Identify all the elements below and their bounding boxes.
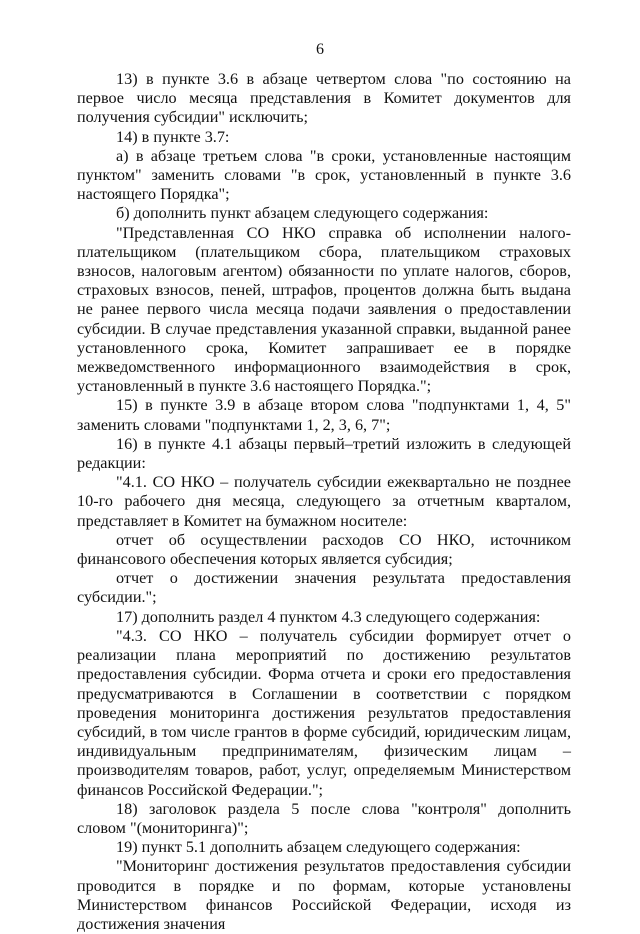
- paragraph-item-19: 19) пункт 5.1 дополнить абзацем следующего содержания:: [116, 838, 521, 857]
- paragraph-item-14a: а) в абзаце третьем слова "в сроки, установленные настоящим пунктом" заменить словами "в срок, установленный в пункте 3.6 настоящего Порядка";: [77, 146, 571, 204]
- paragraph-item-13: 13) в пункте 3.6 в абзаце четвертом слова "по состоянию на первое число месяца представления в Комитет документов для получения субсидии" исключить;: [77, 70, 571, 127]
- paragraph-item-17: 17) дополнить раздел 4 пунктом 4.3 следующего содержания:: [116, 607, 541, 626]
- paragraph-quoted-4-1: "4.1. СО НКО – получатель субсидии ежеквартально не позднее 10-го рабочего дня месяца, следующего за отчетным кварталом, представляет в Комитет на бумажном носителе:: [77, 473, 571, 530]
- paragraph-item-14b: б) дополнить пункт абзацем следующего содержания:: [116, 204, 489, 223]
- paragraph-item-18: 18) заголовок раздела 5 после слова "контроля" дополнить словом "(мониторинга)";: [77, 799, 571, 837]
- paragraph-item-15: 15) в пункте 3.9 в абзаце втором слова "подпунктами 1, 4, 5" заменить словами "подпунктами 1, 2, 3, 6, 7";: [77, 396, 571, 434]
- paragraph-item-14: 14) в пункте 3.7:: [116, 127, 230, 146]
- document-body: [77, 70, 571, 934]
- page-number: 6: [316, 41, 324, 58]
- paragraph-report-expenses: отчет об осуществлении расходов СО НКО, источником финансового обеспечения которых является субсидия;: [77, 530, 571, 569]
- paragraph-quoted-4-3: "4.3. СО НКО – получатель субсидии формирует отчет о реализации плана мероприятий по достижению результатов предоставления субсидии. Форма отчета и сроки его предоставления предусматриваются в Соглашении в соответствии с порядком проведения мониторинга достижения результатов предоставления субсидий, в том числе грантов в форме субсидий, юридическим лицам, индивидуальным предпринимателям, физическим лицам – производителям товаров, работ, услуг, определяемым Министерством финансов Российской Федерации.";: [77, 626, 571, 799]
- paragraph-quoted-certificate: "Представленная СО НКО справка об исполнении налого-плательщиком (плательщиком сбора, плательщиком страховых взносов, налоговым агентом) обязанности по уплате налогов, сборов, страховых взносов, пеней, штрафов, процентов должна быть выдана не ранее первого числа месяца подачи заявления о предоставлении субсидии. В случае представления указанной справки, выданной ранее установленного срока, Комитет запрашивает ее в порядке межведомственного информационного взаимодействия в срок, установленный в пункте 3.6 настоящего Порядка.";: [77, 223, 571, 396]
- paragraph-report-result: отчет о достижении значения результата предоставления субсидии.";: [77, 569, 571, 607]
- paragraph-item-16: 16) в пункте 4.1 абзацы первый–третий изложить в следующей редакции:: [77, 434, 571, 473]
- paragraph-quoted-monitoring: "Мониторинг достижения результатов предоставления субсидии проводится в порядке и по формам, которые установлены Министерством финансов Российской Федерации, исходя из достижения значения: [77, 857, 571, 933]
